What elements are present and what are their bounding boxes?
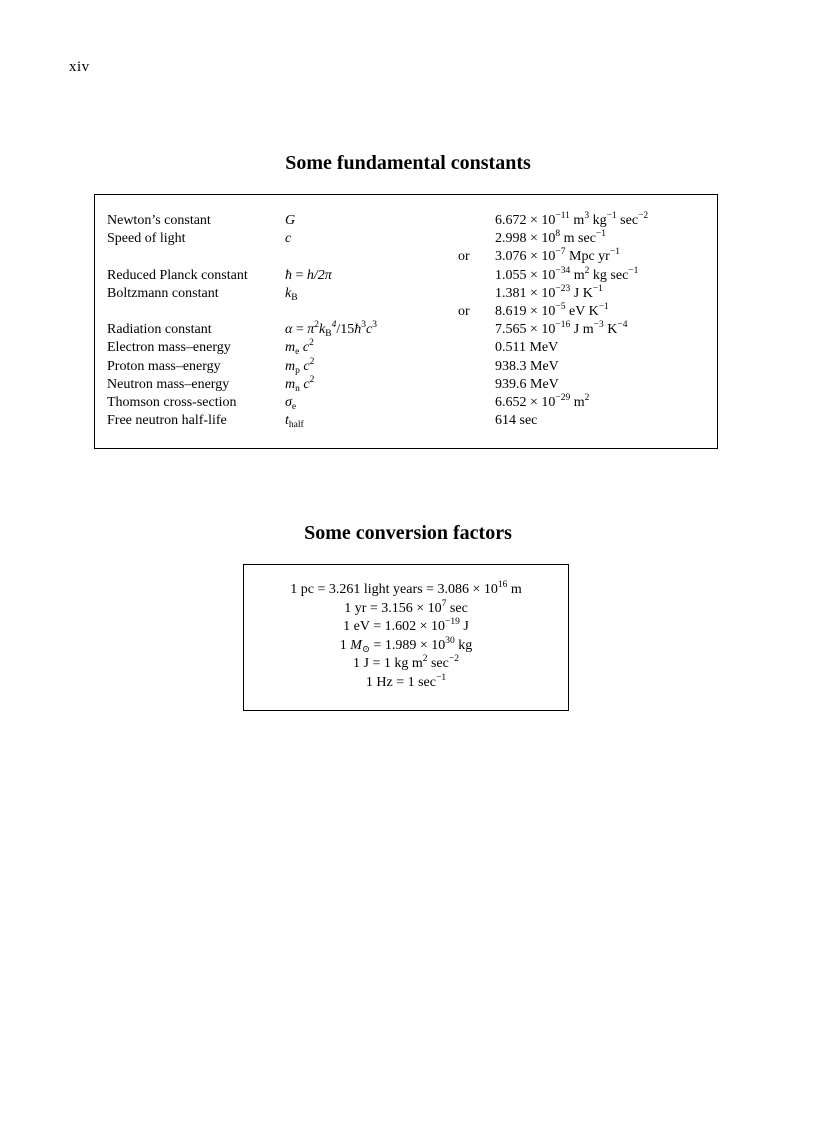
constant-name: Free neutron half-life xyxy=(107,413,227,429)
constant-row xyxy=(95,303,717,321)
constant-value: $3.076 \times 10^{-7}$ Mpc $yr^{-1}$ xyxy=(495,247,620,265)
constant-name: Speed of light xyxy=(107,231,186,247)
constant-name: Neutron mass–energy xyxy=(107,376,230,392)
conversion-line: 1 pc = 3.261 light years = $3.086 \times 10^{16}$ m xyxy=(290,580,522,597)
constant-value: 939.6 MeV xyxy=(495,376,559,392)
constant-row xyxy=(95,230,717,248)
constants-table xyxy=(94,194,718,449)
conversion-line: 1 J = 1 kg $m^2$ $\sec^{-2}$ xyxy=(353,654,459,671)
constant-symbol: $m_p$ $c^2$ xyxy=(285,356,315,376)
constant-value: $8.619 \times 10^{-5}$ eV $K^{-1}$ xyxy=(495,302,609,319)
constant-name: Electron mass–energy xyxy=(107,340,231,356)
alternative-marker: or xyxy=(458,249,470,265)
constant-symbol: $k_B$ xyxy=(285,285,298,303)
constant-row xyxy=(95,285,717,303)
constant-value: 614 sec xyxy=(495,413,538,429)
conversion-line: 1 $M_⊙ = 1.989 \times 10^{30}$ kg xyxy=(339,635,473,655)
constant-symbol: G xyxy=(285,213,296,228)
constant-value: $1.381 \times 10^{-23}$ J $K^{-1}$ xyxy=(495,283,603,301)
constant-row xyxy=(95,212,717,230)
constant-name: Newton’s constant xyxy=(107,213,211,228)
constants-title: Some fundamental constants xyxy=(285,152,531,174)
constant-row xyxy=(95,248,717,266)
constant-row xyxy=(95,339,717,357)
constant-symbol: $\sigma_e$ xyxy=(285,395,297,412)
alternative-marker: or xyxy=(458,304,470,319)
constant-name: Thomson cross-section xyxy=(107,395,237,410)
constant-row xyxy=(95,321,717,339)
constant-value: $6.672 \times 10^{-11}$ $m^3$ $kg^{-1}$ $\sec^{-2}$ xyxy=(495,211,649,228)
constant-name: Boltzmann constant xyxy=(107,285,219,301)
constant-row xyxy=(95,412,717,430)
constant-name: Reduced Planck constant xyxy=(107,267,248,283)
conversions-title: Some conversion factors xyxy=(304,522,512,544)
constant-value: $6.652 \times 10^{-29}$ $m^2$ xyxy=(495,393,590,410)
constant-symbol: $t_{half}$ xyxy=(285,413,304,431)
constant-symbol: $m_n$ $c^2$ xyxy=(285,374,315,394)
constant-row xyxy=(95,394,717,412)
conversions-table xyxy=(243,564,569,711)
constant-value: $2.998 \times 10^8$ m $\sec^{-1}$ xyxy=(495,229,607,247)
conversion-line: 1 eV = $1.602 \times 10^{-19}$ J xyxy=(343,617,469,634)
constant-symbol: c xyxy=(285,231,292,247)
constant-symbol: $m_e$ $c^2$ xyxy=(285,338,314,358)
page-number: xiv xyxy=(69,59,90,75)
constant-value: 938.3 MeV xyxy=(495,358,559,374)
constant-symbol: $\alpha = \pi^2k_B^4/15ħ^3c^3$ xyxy=(285,320,377,340)
constant-value: $7.565 \times 10^{-16}$ J $m^{-3}$ $K^{-4}$ xyxy=(495,320,628,338)
constant-value: 0.511 MeV xyxy=(495,340,559,356)
conversion-line: 1 yr = $3.156 \times 10^7$ sec xyxy=(344,598,468,616)
constant-row xyxy=(95,267,717,285)
constant-name: Radiation constant xyxy=(107,322,212,338)
constant-symbol: ħ = h/2π xyxy=(285,267,332,283)
constant-name: Proton mass–energy xyxy=(107,358,221,374)
constant-row xyxy=(95,358,717,376)
conversion-line: 1 Hz = 1 $\sec^{-1}$ xyxy=(365,672,447,690)
constant-row xyxy=(95,376,717,394)
constant-value: $1.055 \times 10^{-34}$ $m^2$ kg $\sec^{-1}$ xyxy=(495,265,639,283)
